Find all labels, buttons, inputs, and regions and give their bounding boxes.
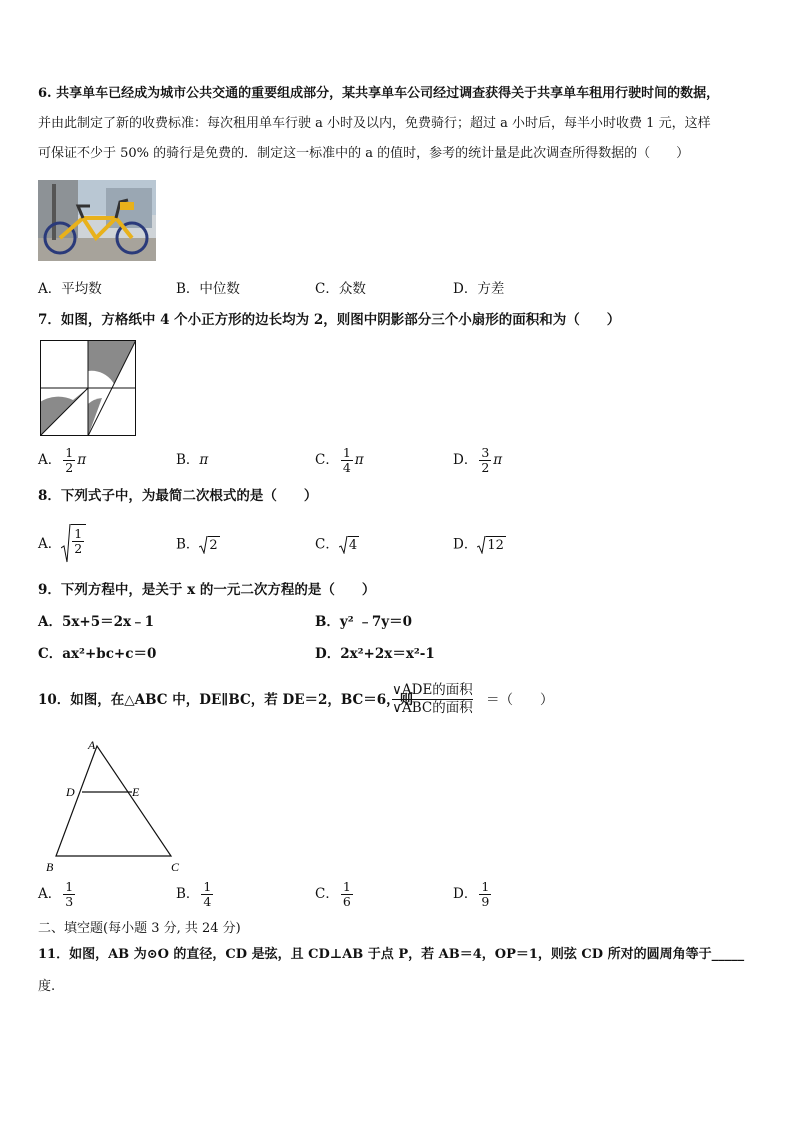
q10-ratio-numerator: ∨ADE的面积 [392,682,473,698]
q10-ratio-denominator: ∨ABC的面积 [392,700,473,716]
q10-a-numerator: 1 [65,879,74,894]
q8-option-c[interactable] [315,536,359,554]
q9-option-c[interactable]: C．ax²+bc+c＝0 [38,646,157,662]
q10-label-a: A [88,738,96,752]
q7-option-d[interactable] [453,446,502,475]
q7-option-c-fraction [341,446,353,475]
q9-stem: 9．下列方程中，是关于 x 的一元二次方程的是（ ） [38,582,376,598]
q10-stem-tail: ＝（ ） [486,692,554,708]
q9-option-d[interactable]: D．2x²+2x＝x²-1 [315,646,435,662]
q11-stem-line2: 度. [38,979,56,994]
q10-b-numerator: 1 [203,879,212,894]
q7-option-d-label: D． [453,452,478,468]
q6-stem-line3: 可保证不少于 50% 的骑行是免费的．制定这一标准中的 a 的值时，参考的统计量是此次调查所得数据的（ ） [38,146,690,161]
q7-b-pi: π [199,452,209,468]
q7-sector-bottom-middle [88,398,102,436]
q7-d-numerator: 3 [481,445,490,460]
q10-triangle-figure [40,736,190,876]
q10-triangle-abc [56,746,171,856]
q10-option-d-fraction [479,880,491,909]
q10-option-c-label: C． [315,886,339,902]
q6-option-a[interactable]: A．平均数 [38,281,102,297]
q9-option-b[interactable]: B．y² ﹣7y＝0 [315,614,412,630]
q7-d-pi: π [493,452,503,468]
q8-option-c-label: C． [315,536,339,553]
section-heading-fill-in: 二、填空题(每小题 3 分, 共 24 分) [38,921,241,936]
q8-option-b-label: B． [176,536,200,553]
q9-option-a[interactable]: A．5x+5＝2x﹣1 [38,614,154,630]
q10-option-c[interactable] [315,880,355,909]
q8-b-sqrt [199,536,219,554]
q6-option-b[interactable]: B．中位数 [176,281,240,297]
q10-option-a[interactable] [38,880,77,909]
q10-option-d-label: D． [453,886,478,902]
q8-option-a-label: A． [38,536,62,552]
q7-option-c-label: C． [315,452,339,468]
q10-stem: 10．如图，在△ABC 中，DE∥BC，若 DE＝2，BC＝6，则 [38,692,414,708]
q7-option-d-fraction [479,446,491,475]
q10-option-b-fraction [201,880,213,909]
q7-grid-figure [40,340,136,436]
q8-c-radicand: 4 [348,538,358,553]
q10-area-ratio [392,682,473,717]
q7-c-pi: π [354,452,364,468]
q7-option-a-label: A． [38,452,62,468]
q7-sector-top-right [88,340,136,384]
q6-stem-line2: 并由此制定了新的收费标准：每次租用单车行驶 a 小时及以内，免费骑行；超过 a 小时后，每半小时收费 1 元，这样 [38,116,711,131]
q10-d-numerator: 1 [481,879,490,894]
bike-photo [38,180,156,261]
q8-stem: 8．下列式子中，为最简二次根式的是（ ） [38,488,318,504]
q7-a-denominator: 2 [65,460,74,475]
q10-label-e: E [132,785,140,799]
q10-a-denominator: 3 [65,894,74,909]
q7-option-b[interactable] [176,452,208,468]
q7-option-c[interactable] [315,446,364,475]
q10-c-numerator: 1 [342,879,351,894]
q10-option-a-label: A． [38,886,62,902]
q7-a-pi: π [77,452,87,468]
q8-option-d[interactable] [453,536,506,554]
q8-a-denominator: 2 [74,541,83,556]
q7-d-denominator: 2 [481,460,490,475]
q10-option-b[interactable] [176,880,215,909]
q10-option-d[interactable] [453,880,493,909]
q6-stem-line1: 6. 共享单车已经成为城市公共交通的重要组成部分，某共享单车公司经过调查获得关于共享单车租用行驶时间的数据， [38,86,720,101]
q7-a-numerator: 1 [65,445,74,460]
q8-c-sqrt [339,536,359,554]
q10-d-denominator: 9 [481,894,490,909]
q7-c-numerator: 1 [342,445,351,460]
q10-option-a-fraction [63,880,75,909]
q6-option-c[interactable]: C．众数 [315,281,366,297]
q8-option-b[interactable] [176,536,220,554]
q7-stem: 7．如图，方格纸中 4 个小正方形的边长均为 2，则图中阴影部分三个小扇形的面积和为（ ） [38,312,621,328]
q10-label-d: D [66,785,75,799]
q7-option-a[interactable] [38,446,86,475]
q8-b-radicand: 2 [209,538,218,553]
q10-option-b-label: B． [176,886,200,902]
q8-d-radicand: 12 [487,538,504,553]
q10-b-denominator: 4 [203,894,212,909]
q10-label-c: C [171,860,180,874]
q8-a-sqrt [61,524,86,564]
q7-c-denominator: 4 [342,460,351,475]
q10-option-c-fraction [341,880,353,909]
q8-option-a[interactable] [38,524,86,564]
q8-d-sqrt [477,536,506,554]
q10-c-denominator: 6 [342,894,351,909]
q10-label-b: B [46,860,54,874]
q7-option-a-fraction [63,446,75,475]
q8-option-d-label: D． [453,536,478,553]
q6-option-d[interactable]: D．方差 [453,281,505,297]
q11-stem-line1: 11．如图，AB 为⊙O 的直径，CD 是弦，且 CD⊥AB 于点 P，若 AB＝4，OP＝1，则弦 CD 所对的圆周角等于_____ [38,947,745,962]
q8-a-numerator: 1 [74,526,83,541]
q7-option-b-label: B． [176,452,200,468]
